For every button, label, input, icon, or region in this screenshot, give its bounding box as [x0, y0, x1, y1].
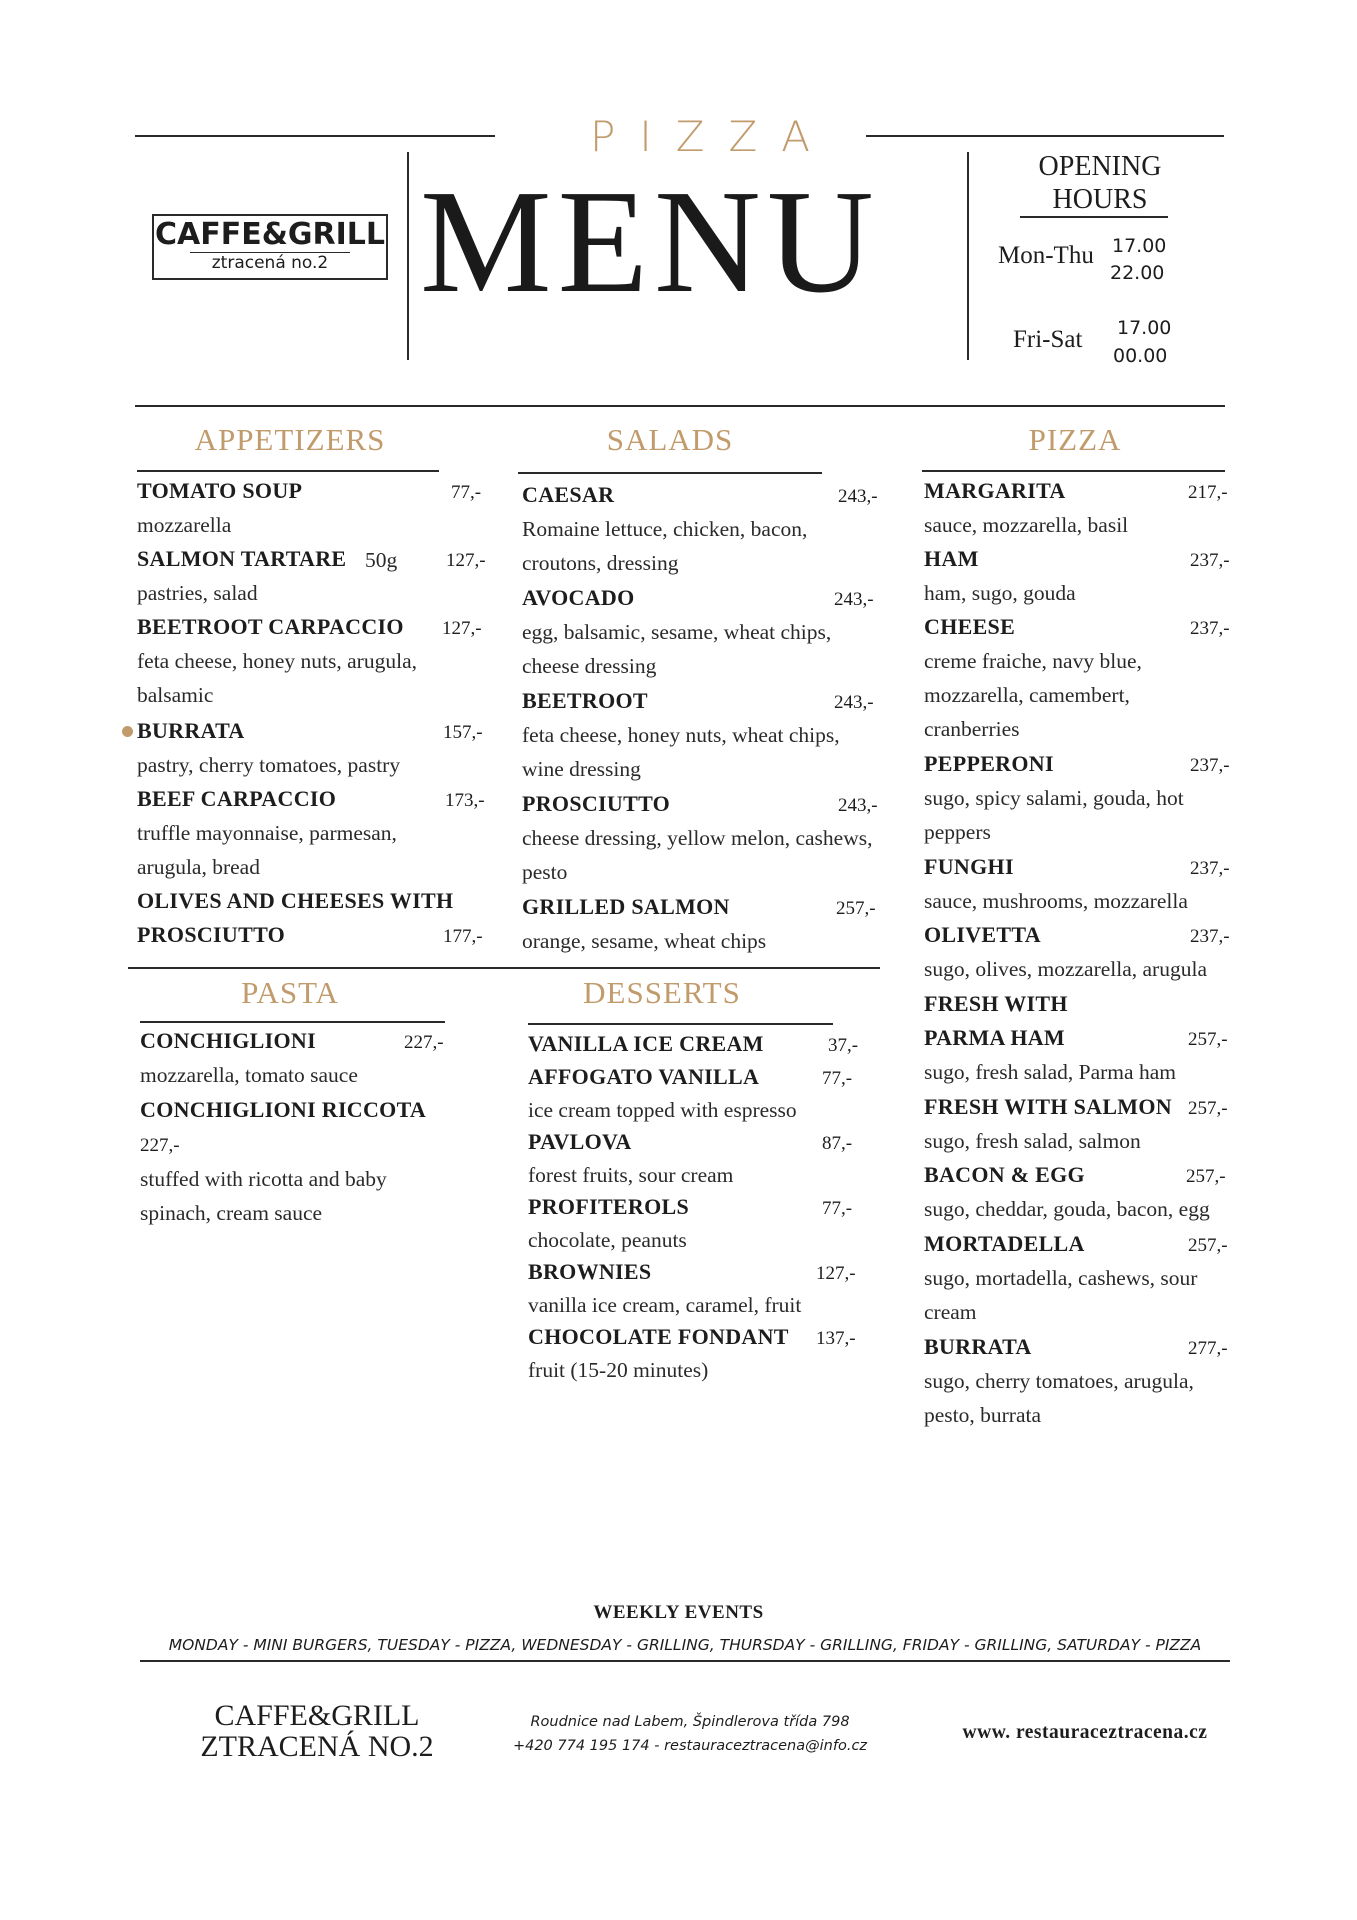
menu-title: MENU: [420, 160, 880, 324]
menu-item-desc: feta cheese, honey nuts, arugula,: [137, 649, 417, 673]
menu-item-price: 237,-: [1190, 618, 1230, 639]
menu-item-price: 227,-: [140, 1135, 180, 1156]
menu-item-desc: mozzarella, tomato sauce: [140, 1063, 358, 1087]
footer-name-line2: ZTRACENÁ NO.2: [200, 1730, 434, 1763]
footer-rule: [140, 1660, 1230, 1662]
menu-item-name: BACON & EGG: [924, 1162, 1085, 1187]
menu-item-desc: stuffed with ricotta and baby: [140, 1167, 387, 1191]
opening-hours: [1000, 150, 1200, 216]
menu-item-desc: Romaine lettuce, chicken, bacon,: [522, 517, 808, 541]
menu-item-desc: peppers: [924, 820, 991, 844]
menu-item-name: PARMA HAM: [924, 1025, 1065, 1050]
menu-item-desc: egg, balsamic, sesame, wheat chips,: [522, 620, 832, 644]
menu-item-desc: sugo, cheddar, gouda, bacon, egg: [924, 1197, 1210, 1221]
menu-item-price: 237,-: [1190, 926, 1230, 947]
menu-item-desc: ice cream topped with espresso: [528, 1098, 797, 1122]
menu-item-desc: chocolate, peanuts: [528, 1228, 687, 1252]
menu-item-name: BEEF CARPACCIO: [137, 786, 337, 811]
menu-item-price: 243,-: [834, 589, 874, 610]
menu-item-price: 87,-: [822, 1133, 853, 1154]
menu-item-desc: pesto: [522, 860, 568, 884]
menu-item-price: 277,-: [1188, 1338, 1228, 1359]
menu-item-price: 37,-: [828, 1035, 859, 1056]
hours-days-1: Mon-Thu: [998, 242, 1094, 269]
menu-item-name: FRESH WITH SALMON: [924, 1094, 1172, 1119]
header-bottom-rule: [135, 405, 1225, 407]
menu-item-price: 227,-: [404, 1032, 444, 1053]
menu-item-desc: orange, sesame, wheat chips: [522, 929, 767, 953]
header-divider-right: [967, 152, 969, 360]
hours-close-2: 00.00: [1113, 345, 1168, 367]
menu-item-weight: 50g: [365, 548, 398, 572]
footer-restaurant-name: [172, 1700, 462, 1762]
menu-item-price: 243,-: [838, 486, 878, 507]
section-title-pizza: PIZZA: [1028, 422, 1122, 457]
hours-open-1: 17.00: [1112, 235, 1167, 257]
menu-item-name: GRILLED SALMON: [522, 894, 730, 919]
menu-item-name: SALMON TARTARE: [137, 546, 347, 571]
menu-item-price: 243,-: [838, 795, 878, 816]
menu-item-name: OLIVES AND CHEESES WITH: [137, 888, 454, 913]
menu-item-desc: sugo, cherry tomatoes, arugula,: [924, 1369, 1194, 1393]
menu-item-price: 77,-: [822, 1198, 853, 1219]
menu-item-desc: feta cheese, honey nuts, wheat chips,: [522, 723, 840, 747]
menu-item-desc: cheese dressing: [522, 654, 657, 678]
weekly-events-title: WEEKLY EVENTS: [593, 1602, 764, 1623]
menu-item-name: HAM: [924, 546, 979, 571]
menu-item-price: 127,-: [816, 1263, 856, 1284]
menu-item-price: 257,-: [1188, 1235, 1228, 1256]
menu-item-name: OLIVETTA: [924, 922, 1041, 947]
menu-item-price: 77,-: [451, 482, 482, 503]
weekly-events-list: MONDAY - MINI BURGERS, TUESDAY - PIZZA, WEDNESDAY - GRILLING, THURSDAY - GRILLING, FRIDAY - GRILLING, SATURDAY - PIZZA: [168, 1636, 1202, 1654]
menu-item-desc: balsamic: [137, 683, 214, 707]
menu-item-desc: sugo, fresh salad, salmon: [924, 1129, 1141, 1153]
menu-item-desc: creme fraiche, navy blue,: [924, 649, 1142, 673]
mid-rule: [128, 967, 880, 969]
menu-item-desc: vanilla ice cream, caramel, fruit: [528, 1293, 802, 1317]
menu-item-desc: mozzarella, camembert,: [924, 683, 1130, 707]
menu-item-name: CONCHIGLIONI RICCOTA: [140, 1097, 427, 1122]
menu-item-price: 157,-: [443, 722, 483, 743]
menu-item-desc: sugo, fresh salad, Parma ham: [924, 1060, 1176, 1084]
menu-item-name: CAESAR: [522, 482, 615, 507]
menu-item-desc: pastry, cherry tomatoes, pastry: [137, 753, 401, 777]
menu-item-desc: arugula, bread: [137, 855, 260, 879]
logo-title: CAFFE&GRILL: [155, 217, 385, 252]
menu-item-desc: wine dressing: [522, 757, 641, 781]
menu-item-name: CHEESE: [924, 614, 1016, 639]
menu-item-name: PROFITEROLS: [528, 1194, 689, 1219]
highlight-dot: [122, 726, 133, 737]
menu-item-desc: sauce, mozzarella, basil: [924, 513, 1129, 537]
menu-item-name: MORTADELLA: [924, 1231, 1085, 1256]
footer-contact: [490, 1710, 890, 1758]
menu-item-desc: sauce, mushrooms, mozzarella: [924, 889, 1188, 913]
menu-item-name: MARGARITA: [924, 478, 1066, 503]
footer-address: Roudnice nad Labem, Špindlerova třída 798: [530, 1714, 850, 1730]
menu-item-desc: sugo, spicy salami, gouda, hot: [924, 786, 1184, 810]
menu-item-name: PEPPERONI: [924, 751, 1054, 776]
menu-item-price: 257,-: [1186, 1166, 1226, 1187]
menu-item-desc: ham, sugo, gouda: [924, 581, 1076, 605]
section-title-salads: SALADS: [606, 422, 734, 457]
menu-item-price: 257,-: [1188, 1098, 1228, 1119]
menu-item-name: CHOCOLATE FONDANT: [528, 1324, 789, 1349]
menu-item-price: 127,-: [442, 618, 482, 639]
menu-item-desc: fruit (15-20 minutes): [528, 1358, 709, 1382]
logo-subtitle: ztracená no.2: [190, 252, 350, 273]
header-rule-left: [135, 135, 495, 137]
menu-item-name: FRESH WITH: [924, 991, 1068, 1016]
menu-item-desc: pesto, burrata: [924, 1403, 1042, 1427]
menu-item-price: 177,-: [443, 926, 483, 947]
menu-item-desc: cranberries: [924, 717, 1020, 741]
menu-item-price: 237,-: [1190, 550, 1230, 571]
menu-item-name: TOMATO SOUP: [137, 478, 303, 503]
menu-item-name: FUNGHI: [924, 854, 1014, 879]
menu-item-name: BURRATA: [924, 1334, 1032, 1359]
menu-item-name: PROSCIUTTO: [137, 922, 286, 947]
appetizers-rule: [137, 470, 439, 472]
menu-item-price: 77,-: [822, 1068, 853, 1089]
pasta-rule: [140, 1021, 445, 1023]
opening-title-line1: OPENING: [1038, 151, 1162, 182]
menu-item-desc: cheese dressing, yellow melon, cashews,: [522, 826, 873, 850]
menu-item-desc: sugo, olives, mozzarella, arugula: [924, 957, 1207, 981]
menu-item-desc: croutons, dressing: [522, 551, 679, 575]
menu-item-desc: forest fruits, sour cream: [528, 1163, 734, 1187]
hours-close-1: 22.00: [1110, 262, 1165, 284]
menu-item-name: BROWNIES: [528, 1259, 652, 1284]
menu-item-price: 217,-: [1188, 482, 1228, 503]
menu-item-name: PROSCIUTTO: [522, 791, 671, 816]
menu-item-desc: spinach, cream sauce: [140, 1201, 323, 1225]
menu-item-price: 237,-: [1190, 755, 1230, 776]
hours-days-2: Fri-Sat: [1013, 326, 1083, 353]
section-title-appetizers: APPETIZERS: [194, 422, 386, 457]
footer-phone-email: +420 774 195 174 - restauraceztracena@info.cz: [512, 1738, 868, 1754]
menu-item-desc: pastries, salad: [137, 581, 258, 605]
menu-item-price: 127,-: [446, 550, 486, 571]
menu-item-desc: mozzarella: [137, 513, 232, 537]
menu-item-desc: cream: [924, 1300, 977, 1324]
menu-item-desc: sugo, mortadella, cashews, sour: [924, 1266, 1198, 1290]
menu-item-price: 243,-: [834, 692, 874, 713]
menu-item-price: 237,-: [1190, 858, 1230, 879]
menu-item-name: BEETROOT CARPACCIO: [137, 614, 404, 639]
menu-item-name: VANILLA ICE CREAM: [528, 1031, 764, 1056]
menu-item-name: PAVLOVA: [528, 1129, 632, 1154]
logo: [152, 214, 388, 280]
menu-item-name: BURRATA: [137, 718, 245, 743]
pizza-rule: [922, 470, 1225, 472]
menu-item-price: 137,-: [816, 1328, 856, 1349]
menu-item-name: AFFOGATO VANILLA: [528, 1064, 760, 1089]
menu-item-price: 257,-: [836, 898, 876, 919]
footer-website[interactable]: www. restauraceztracena.cz: [962, 1722, 1208, 1743]
header-divider-left: [407, 152, 409, 360]
section-title-desserts: DESSERTS: [583, 975, 741, 1010]
menu-item-name: BEETROOT: [522, 688, 648, 713]
menu-item-desc: truffle mayonnaise, parmesan,: [137, 821, 397, 845]
opening-underline: [1020, 216, 1168, 218]
menu-item-price: 173,-: [445, 790, 485, 811]
menu-item-price: 257,-: [1188, 1029, 1228, 1050]
hours-open-2: 17.00: [1117, 317, 1172, 339]
pizza-heading: PIZZA: [590, 112, 834, 161]
desserts-rule: [528, 1023, 833, 1025]
menu-item-name: AVOCADO: [522, 585, 635, 610]
menu-item-name: CONCHIGLIONI: [140, 1028, 316, 1053]
footer-name-line1: CAFFE&GRILL: [214, 1699, 420, 1732]
opening-title-line2: HOURS: [1052, 184, 1148, 215]
salads-rule: [518, 472, 822, 474]
section-title-pasta: PASTA: [241, 975, 339, 1010]
header-rule-right: [866, 135, 1224, 137]
